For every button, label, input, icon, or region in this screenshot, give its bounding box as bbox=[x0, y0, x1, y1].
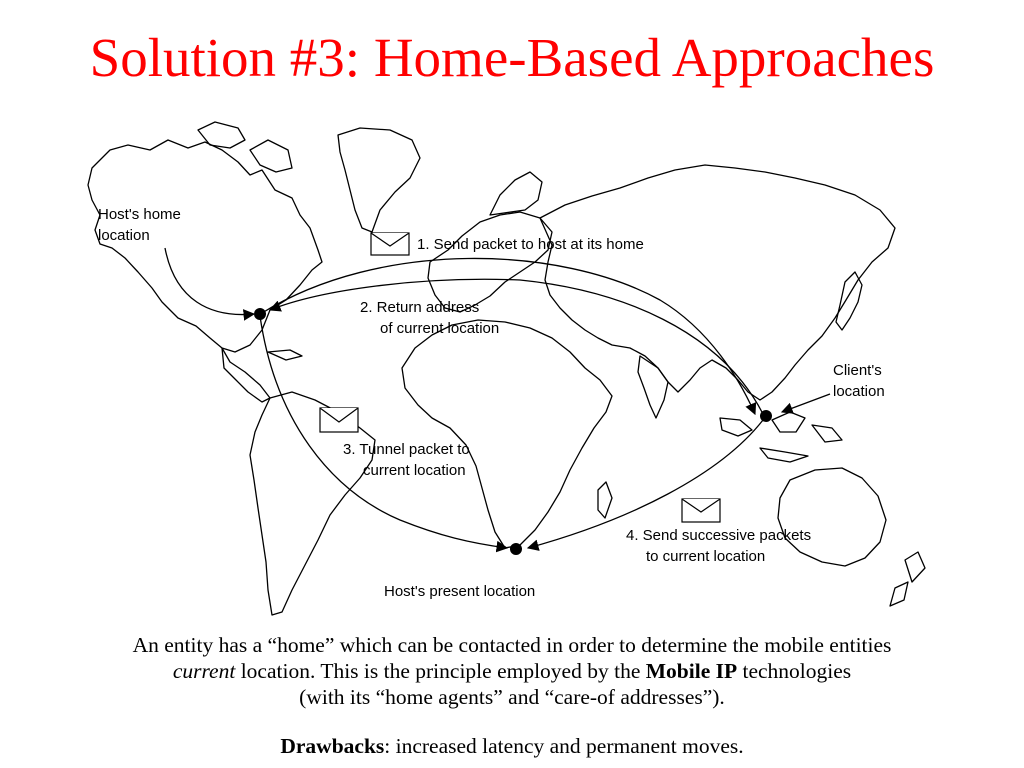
route-step3 bbox=[260, 316, 507, 548]
madagascar-outline bbox=[598, 482, 612, 518]
step4-label: 4. Send successive packets to current location bbox=[626, 527, 812, 565]
southeast-asia-islands-outline bbox=[720, 412, 842, 462]
slide-title: Solution #3: Home-Based Approaches bbox=[89, 27, 935, 88]
envelope-icon bbox=[682, 499, 720, 522]
greenland-outline bbox=[338, 128, 420, 232]
india-outline bbox=[638, 356, 668, 418]
drawbacks-term: Drawbacks bbox=[280, 734, 385, 758]
africa-outline bbox=[402, 320, 612, 548]
envelope-icon bbox=[371, 233, 409, 255]
route-step1 bbox=[262, 258, 755, 414]
host-home-label: Host's home location bbox=[98, 206, 181, 244]
client-pointer bbox=[782, 394, 830, 412]
drawbacks-text: : increased latency and permanent moves. bbox=[384, 734, 744, 758]
drawbacks-paragraph bbox=[0, 733, 1024, 759]
central-america-outline bbox=[222, 348, 302, 402]
explanation-line-1: An entity has a “home” which can be contacted in order to determine the mobile entities bbox=[132, 633, 892, 657]
explanation-line-2-end: technologies bbox=[737, 659, 852, 683]
routes bbox=[165, 248, 830, 548]
host-home-pointer bbox=[165, 248, 254, 315]
explanation-paragraph bbox=[0, 632, 1024, 710]
mobile-ip-term: Mobile IP bbox=[645, 659, 738, 683]
host-home-dot bbox=[254, 308, 266, 320]
current-emphasis: current bbox=[172, 659, 236, 683]
step1-label: 1. Send packet to host at its home bbox=[417, 236, 644, 253]
host-present-dot bbox=[510, 543, 522, 555]
explanation-line-3: (with its “home agents” and “care-of addresses”). bbox=[299, 685, 725, 709]
route-step2 bbox=[270, 279, 763, 414]
client-label: Client's location bbox=[833, 362, 885, 400]
explanation-line-2-text: location. This is the principle employed by the bbox=[235, 659, 646, 683]
canadian-islands-outline bbox=[198, 122, 292, 172]
scandinavia-outline bbox=[490, 172, 542, 215]
step3-label: 3. Tunnel packet to current location bbox=[343, 441, 470, 479]
client-dot bbox=[760, 410, 772, 422]
australia-outline bbox=[778, 468, 886, 566]
north-america-outline bbox=[88, 140, 322, 352]
step2-label: 2. Return address of current location bbox=[360, 299, 500, 337]
explanation-line-2 bbox=[173, 659, 851, 683]
envelope-icon bbox=[320, 408, 358, 432]
host-present-label: Host's present location bbox=[384, 583, 536, 600]
new-zealand-outline bbox=[890, 552, 925, 606]
